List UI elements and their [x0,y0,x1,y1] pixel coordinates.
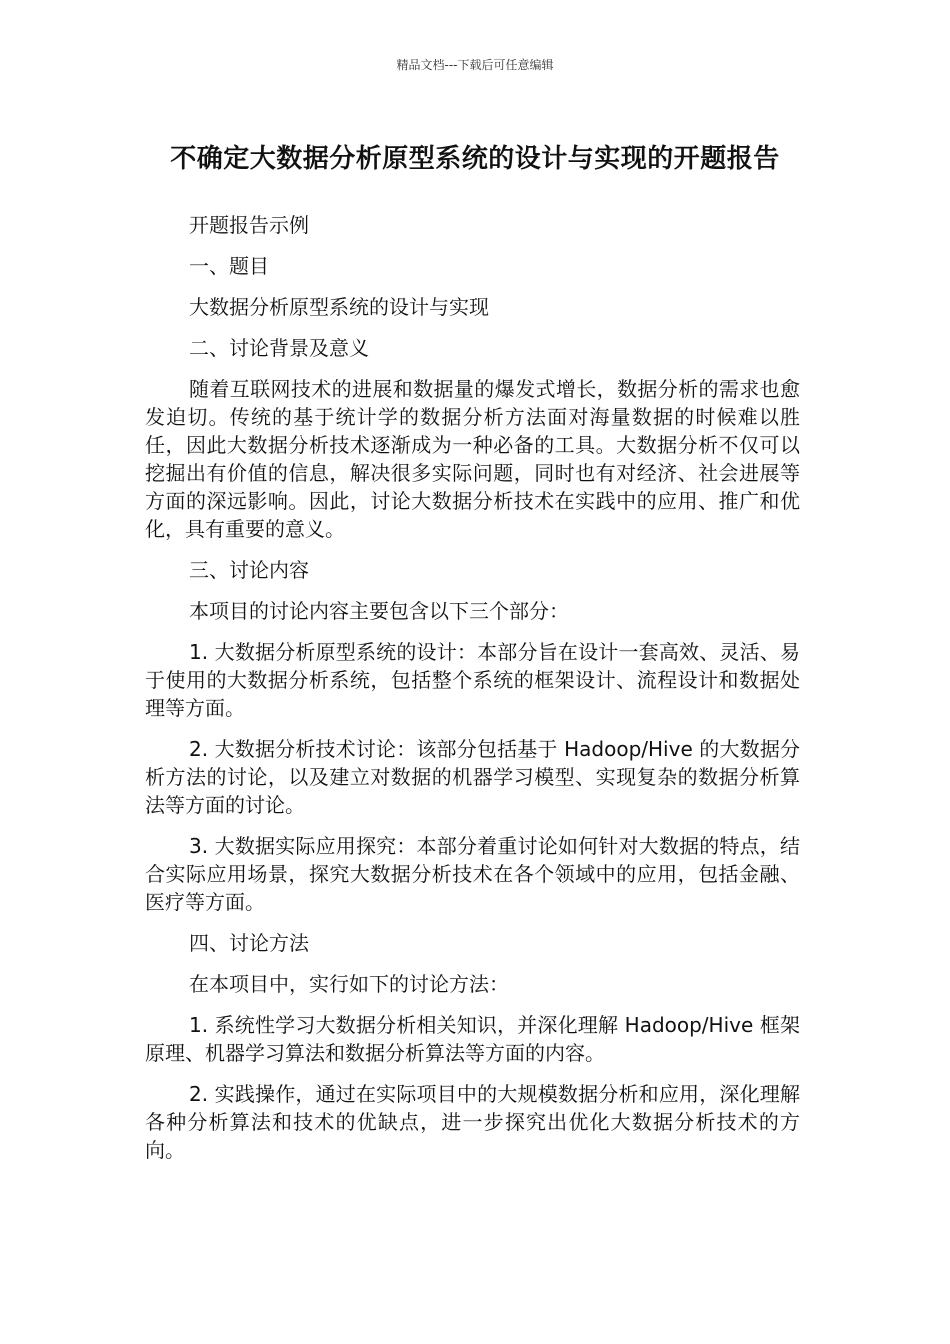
list-item-content-2: 2. 大数据分析技术讨论：该部分包括基于 Hadoop/Hive 的大数据分析方法的讨论，以及建立对数据的机器学习模型、实现复杂的数据分析算法等方面的讨论。 [145,737,800,817]
list-item-method-1: 1. 系统性学习大数据分析相关知识，并深化理解 Hadoop/Hive 框架原理、机器学习算法和数据分析算法等方面的内容。 [145,1013,800,1065]
paragraph-topic-name: 大数据分析原型系统的设计与实现 [189,295,489,319]
heading-background: 二、讨论背景及意义 [189,336,369,360]
list-item-content-1: 1. 大数据分析原型系统的设计：本部分旨在设计一套高效、灵活、易于使用的大数据分析系统，包括整个系统的框架设计、流程设计和数据处理等方面。 [145,640,800,720]
list-item-content-3: 3. 大数据实际应用探究：本部分着重讨论如何针对大数据的特点，结合实际应用场景，探究大数据分析技术在各个领域中的应用，包括金融、医疗等方面。 [145,834,800,914]
heading-topic: 一、题目 [189,254,269,278]
list-item-method-2: 2. 实践操作，通过在实际项目中的大规模数据分析和应用，深化理解各种分析算法和技术的优缺点，进一步探究出优化大数据分析技术的方向。 [145,1082,800,1162]
document-title: 不确定大数据分析原型系统的设计与实现的开题报告 [170,144,780,174]
heading-content: 三、讨论内容 [189,558,309,582]
paragraph-background: 随着互联网技术的进展和数据量的爆发式增长，数据分析的需求也愈发迫切。传统的基于统计学的数据分析方法面对海量数据的时候难以胜任，因此大数据分析技术逐渐成为一种必备的工具。大数据分析不仅可以挖掘出有价值的信息，解决很多实际问题，同时也有对经济、社会进展等方面的深远影响。因此，讨论大数据分析技术在实践中的应用、推广和优化，具有重要的意义。 [145,377,800,541]
paragraph-report-example: 开题报告示例 [189,213,309,237]
paragraph-content-intro: 本项目的讨论内容主要包含以下三个部分： [189,599,569,623]
header-note: 精品文档---下载后可任意编辑 [396,58,554,72]
heading-method: 四、讨论方法 [189,931,309,955]
paragraph-method-intro: 在本项目中，实行如下的讨论方法： [189,972,509,996]
document-body [145,211,800,1177]
